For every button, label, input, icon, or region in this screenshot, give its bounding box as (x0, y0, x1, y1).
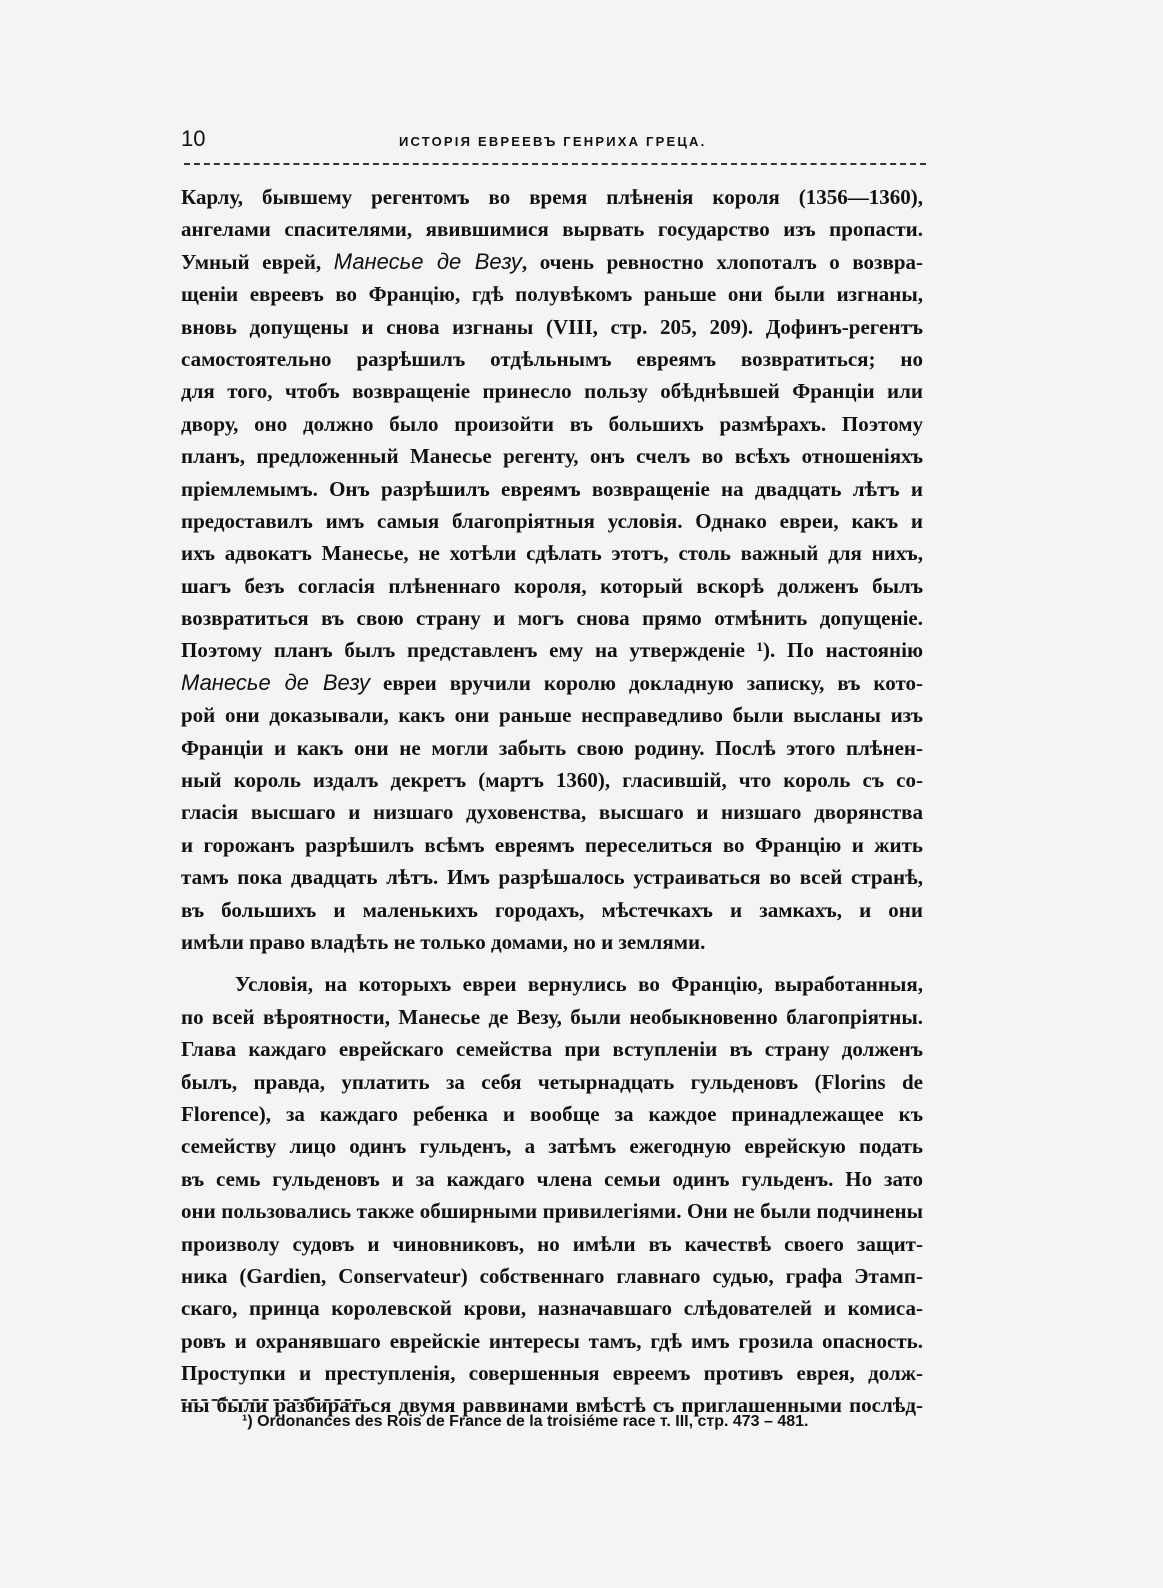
text-line: Florence), за каждаго ребенка и вообще за каждое принадлежащее къ (181, 1101, 923, 1126)
text-line: Франціи и какъ они не могли забыть свою родину. Послѣ этого плѣнен- (181, 735, 923, 760)
header-rule (184, 163, 926, 165)
text-line: тамъ пока двадцать лѣтъ. Имъ разрѣшалось устраиваться во всей странѣ, (181, 865, 923, 890)
paragraph-gap (181, 958, 923, 968)
text-line: въ большихъ и маленькихъ городахъ, мѣстечкахъ и замкахъ, и они (181, 897, 923, 922)
page-header (181, 126, 923, 156)
footnote: ¹) Ordonances des Rois de France de la troisiéme race т. III, стр. 473 – 481. (242, 1413, 809, 1430)
text-line: щеніи евреевъ во Францію, гдѣ полувѣкомъ раньше они были изгнаны, (181, 282, 923, 307)
text-line: ный король издалъ декретъ (мартъ 1360), гласившій, что король съ со- (181, 768, 923, 793)
text-line: пріемлемымъ. Онъ разрѣшилъ евреямъ возвращеніе на двадцать лѣтъ и (181, 476, 923, 501)
text-line: въ семь гульденовъ и за каждаго члена семьи одинъ гульденъ. Но зато (181, 1166, 923, 1191)
page-number: 10 (181, 126, 206, 151)
text-line: двору, оно должно было произойти въ большихъ размѣрахъ. Поэтому (181, 411, 923, 436)
text-line: ника (Gardien, Conservateur) собственнаго главнаго судью, графа Этамп- (181, 1263, 923, 1288)
person-name: Манесье де Везу (181, 669, 371, 695)
text-line: шагъ безъ согласія плѣненнаго короля, который вскорѣ долженъ былъ (181, 573, 923, 598)
running-title: ИСТОРІЯ ЕВРЕЕВЪ ГЕНРИХА ГРЕЦА. (399, 134, 707, 149)
text-line: ровъ и охранявшаго еврейскіе интересы тамъ, гдѣ имъ грозила опасность. (181, 1328, 923, 1353)
text-line (181, 246, 923, 278)
text-line: Поэтому планъ былъ представленъ ему на утвержденіе ¹). По настоянію (181, 638, 923, 663)
text-line: возвратиться въ свою страну и могъ снова прямо отмѣнить допущеніе. (181, 606, 923, 631)
text-line: былъ, правда, уплатить за себя четырнадцать гульденовъ (Florins de (181, 1069, 923, 1094)
footnote-rule (181, 1399, 361, 1401)
text-line: вновь допущены и снова изгнаны (VIII, стр. 205, 209). Дофинъ-регентъ (181, 314, 923, 339)
text-line: предоставилъ имъ самыя благопріятныя условія. Однако евреи, какъ и (181, 508, 923, 533)
person-name: Манесье де Везу (333, 248, 522, 274)
text-line: для того, чтобъ возвращеніе принесло пользу обѣднѣвшей Франціи или (181, 379, 923, 404)
text-line: Глава каждаго еврейскаго семейства при вступленіи въ страну долженъ (181, 1037, 923, 1062)
text-line: самостоятельно разрѣшилъ отдѣльнымъ евреямъ возвратиться; но (181, 346, 923, 371)
text-line: семейству лицо одинъ гульденъ, а затѣмъ ежегодную еврейскую подать (181, 1134, 923, 1159)
text-line: рой они доказывали, какъ они раньше несправедливо были высланы изъ (181, 703, 923, 728)
text-line: гласія высшаго и низшаго духовенства, высшаго и низшаго дворянства (181, 800, 923, 825)
text-line: Карлу, бывшему регентомъ во время плѣненія короля (1356—1360), (181, 185, 923, 209)
text-line: они пользовались также обширными привилегіями. Они не были подчинены (181, 1199, 923, 1224)
text-line: по всей вѣроятности, Манесье де Везу, были необыкновенно благопріятны. (181, 1004, 923, 1029)
text-line: произволу судовъ и чиновниковъ, но имѣли въ качествѣ своего защит- (181, 1231, 923, 1256)
text-line: ны были разбираться двумя раввинами вмѣстѣ съ приглашенными послѣд- (181, 1393, 923, 1418)
text-line: ихъ адвокатъ Манесье, не хотѣли сдѣлать этотъ, столь важный для нихъ, (181, 541, 923, 566)
body-text (181, 181, 923, 1422)
text-line: Условія, на которыхъ евреи вернулись во Францію, выработанныя, (235, 972, 923, 997)
text-line: имѣли право владѣть не только домами, но и землями. (181, 929, 706, 954)
text-segment: Умный еврей, (181, 249, 322, 274)
text-line: скаго, принца королевской крови, назначавшаго слѣдователей и комиса- (181, 1296, 923, 1321)
text-line: планъ, предложенный Манесье регенту, онъ счелъ во всѣхъ отношеніяхъ (181, 444, 923, 469)
text-line: ангелами спасителями, явившимися вырвать государство изъ пропасти. (181, 217, 923, 242)
text-segment: , очень ревностно хлопоталъ о возвра- (521, 249, 923, 274)
text-line: и горожанъ разрѣшилъ всѣмъ евреямъ переселиться во Францію и жить (181, 832, 923, 857)
text-line (181, 667, 923, 699)
text-segment: евреи вручили королю докладную записку, въ кото- (370, 670, 923, 695)
text-line: Проступки и преступленія, совершенныя евреемъ противъ еврея, долж- (181, 1361, 923, 1386)
